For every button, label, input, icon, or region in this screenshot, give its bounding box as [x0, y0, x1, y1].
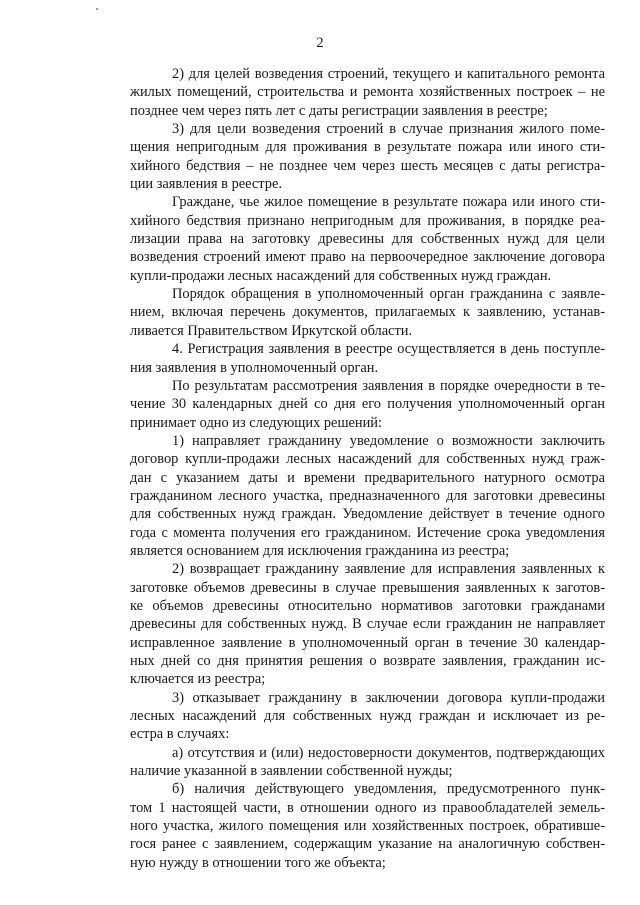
text-line: лизации права на заготовку древесины для собственных нужд для цели	[130, 231, 605, 248]
text-line: ную нужду в отношении того же объекта;	[130, 854, 386, 871]
paragraph	[88, 193, 605, 285]
text-line: наличие указанной в заявлении собственной нужды;	[130, 763, 453, 780]
paragraph	[88, 744, 605, 781]
text-line: древесины для собственных нужд. В случае если гражданин не направляет	[130, 616, 605, 633]
paragraph	[88, 689, 605, 744]
text-line: Порядок обращения в уполномоченный орган гражданина с заявле-	[172, 286, 605, 303]
text-line: а) отсутствия и (или) недостоверности документов, подтверждающих	[172, 744, 605, 761]
text-line: По результатам рассмотрения заявления в порядке очередности в те-	[172, 377, 605, 394]
text-line: для собственных нужд граждан. Уведомление действует в течение одного	[130, 506, 605, 523]
text-line: б) наличия действующего уведомления, предусмотренного пунк-	[172, 781, 605, 798]
text-line: дан с указанием даты и времени предварительного натурного осмотра	[130, 469, 605, 486]
text-line: щения непригодным для проживания в результате пожара или иного сти-	[130, 139, 605, 156]
page-number: 2	[316, 35, 324, 51]
text-line: договор купли-продажи лесных насаждений для собственных нужд граж-	[130, 451, 605, 468]
text-line: лесных насаждений для собственных нужд граждан и исключает из ре-	[130, 708, 605, 725]
text-line: 3) отказывает гражданину в заключении договора купли-продажи	[172, 689, 605, 706]
text-line: жилых помещений, строительства и ремонта хозяйственных построек – не	[130, 84, 605, 101]
text-line: гражданином лесного участка, предназначенного для заготовки древесины	[130, 487, 605, 504]
text-line: года с момента получения его гражданином. Истечение срока уведомления	[130, 524, 605, 541]
text-line: ключается из реестра;	[130, 671, 266, 688]
text-line: нием, включая перечень документов, прилагаемых к заявлению, устанав-	[130, 304, 605, 321]
text-line: позднее чем через пять лет с даты регистрации заявления в реестре;	[130, 102, 548, 119]
text-line: Граждане, чье жилое помещение в результате пожара или иного сти-	[172, 194, 605, 211]
document-body	[88, 65, 605, 872]
scan-speck	[96, 8, 98, 10]
text-line: ных дней со дня принятия решения о возврате заявления, гражданин ис-	[130, 653, 605, 669]
text-line: является основанием для исключения гражданина из реестра;	[130, 542, 510, 559]
paragraph	[88, 560, 605, 688]
text-line: ке объемов древесины относительно нормативов заготовки гражданами	[130, 597, 605, 614]
text-line: ливается Правительством Иркутской области.	[130, 322, 413, 339]
paragraph	[88, 65, 605, 120]
text-line: ции заявления в реестре.	[130, 176, 282, 193]
text-line: исправленное заявление в уполномоченный орган в течение 30 календар-	[130, 634, 605, 651]
text-line: возведения строений имеют право на первоочередное заключение договора	[130, 249, 605, 266]
text-line: 4. Регистрация заявления в реестре осуществляется в день поступле-	[172, 341, 605, 358]
text-line: гося ранее с заявлением, содержащим указание на аналогичную собствен-	[130, 836, 605, 853]
text-line: 3) для цели возведения строений в случае признания жилого поме-	[172, 121, 605, 138]
paragraph	[88, 377, 605, 432]
text-line: купли-продажи лесных насаждений для собственных нужд граждан.	[130, 267, 552, 284]
paragraph	[88, 340, 605, 377]
text-line: принимает одно из следующих решений:	[130, 414, 383, 431]
text-line: чение 30 календарных дней со дня его получения уполномоченный орган	[130, 396, 605, 413]
text-line: ния заявления в уполномоченный орган.	[130, 359, 379, 376]
text-line: том 1 настоящей части, в отношении одного из правообладателей земель-	[130, 799, 605, 816]
text-line: ного участка, жилого помещения или хозяйственных построек, обративше-	[130, 818, 605, 835]
text-line: хийного бедствия признано непригодным для проживания, в порядке реа-	[130, 212, 605, 229]
text-line: заготовке объемов древесины в случае превышения заявленных к заготов-	[130, 579, 605, 596]
text-line: хийного бедствия – не позднее чем через шесть месяцев с даты регистра-	[130, 157, 605, 174]
text-line: естра в случаях:	[130, 726, 230, 743]
text-line: 2) возвращает гражданину заявление для исправления заявленных к	[172, 561, 605, 578]
text-line: 1) направляет гражданину уведомление о возможности заключить	[172, 432, 605, 449]
paragraph	[88, 120, 605, 193]
paragraph	[88, 285, 605, 340]
paragraph	[88, 432, 605, 560]
paragraph	[88, 780, 605, 872]
text-line: 2) для целей возведения строений, текущего и капитального ремонта	[172, 66, 605, 82]
